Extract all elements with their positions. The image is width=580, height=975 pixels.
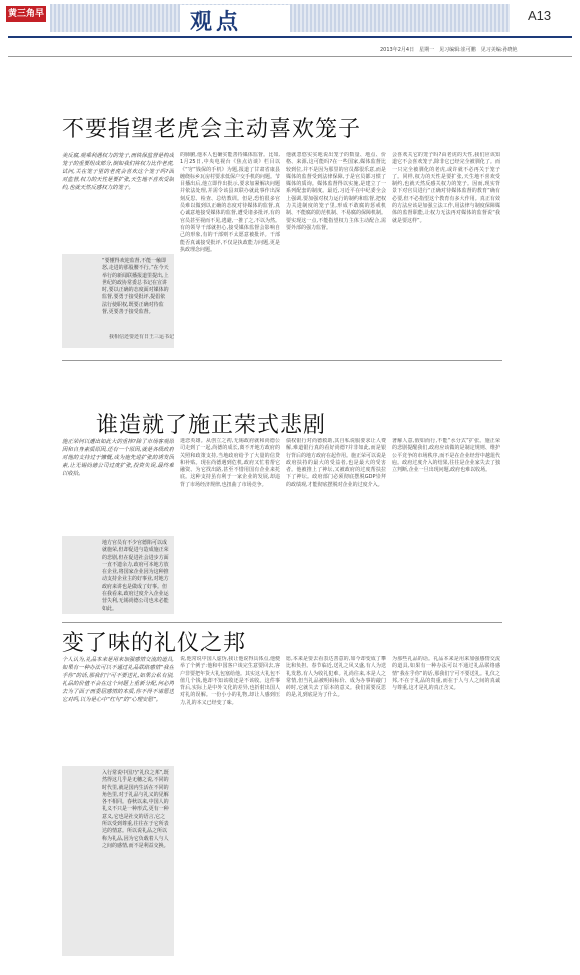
- article-1-col-2: 的肺腑,他本人也确实能善待媒体监督。比如,1月25日,中央电视台《焦点访谈》栏目以《“穷”钱保的手机》为题,报道了甘肃省康县缠绕标乡瓦房村要求低保户交手机的问题。节目播出后,他立即作出批示,要求加紧解决问题并依法处理,并需令该县双联办就此事作出深刻反思、检查、总结教训。但是,恐怕很多官员难以做到以正确的态度对待媒体的监督,真心诚意地接受媒体的监督,遭受诸多批评,有的官员甚至视而不见,逃避,一推了之,不以为然。有的领导干部就担心,接受媒体监督会影响自己的形象,有的干部则不太愿意被批评。干部能否真诚接受批评,不仅是执政能力问题,更是执政理念问题。: [180, 152, 280, 253]
- newspaper-logo: 黄三角早报: [6, 6, 46, 22]
- article-2-col-4: 著解人意,假如而行,不能“水分式”扩张。施正荣的悲剧提醒我们,政府应该做的是制定规则、维护公平竞争的市场秩序,而不是在企业经营中越俎代庖。政府过度介入的结果,往往是企业家失去了独立判断,企业一旦出现问题,政府也难以收场。: [392, 438, 500, 474]
- article-1-col-3: 他就忽悠实实地说出笼子的数量、地点、价格、来源,这可能吗?在一些国家,媒体监督比较到位,并不是因为那里的官员都很乐意,而是媒体的监督受到法律保障,于是官员都习惯了媒体的质询。媒体监督得以实施,是建立了一系列配套的制度。最近,习近平在中纪委全会上强调,要加强对权力运行的制约和监督,把权力关进制度的笼子里,形成不敢腐的惩戒机制、不能腐的防范机制、不易腐的保障机制。要实现这一点,不能指望权力主体主动配合,需要外部的强力监督。: [286, 152, 386, 231]
- article-2-col-3: 债权银行对尚德救助,其自私说服要求让人费解,难道银行真的看好尚德?并非如此,而是银行背后的地方政府在起作用。施正荣可以说是政府扶持的最大的受益者,也是最大的受害者。他被推上了神坛,又被政府的过度帮扶拉下了神坛。政府部门必须彻底摆脱GDP崇拜的政绩观,才能彻底摆脱对企业的过度介入。: [286, 438, 386, 488]
- article-1-title: 不要指望老虎会主动喜欢笼子: [62, 117, 362, 142]
- article-3-intro: 个人认为,礼品本来是用来加强感情交流的道具,如果有一种办法可以不通过礼品联络感情“我在乎你”的话,那我们宁可不要送礼,如果公私有别,礼品的价值不会在这个问题上重新分配,何必再去为了面子而委屈感情的本质,你不得不请愿送它对吗,以为是心中“红句”的“心理安慰”。: [62, 657, 174, 703]
- article-3-quote-text: 入行常说中国乃“礼仪之邦”,既然得这几乎是无穗之说,不同的时代里,就是国内生活在不同的角色里,对于礼品与礼义的见解各不相同。春秋以来,中国人的礼义不只是一种形式,更有一种意义,它也是社交的语言,它之所以受到尊重,往往在于它所表达的情意。所以说礼品之所以称为礼品,因为它负载着人与人之间的感情,而不是利益交换。: [102, 770, 169, 849]
- article-3-col-2: 说,他常说中国人虚伪,我让他说得具体点,他便举了个例子:他和中国客户谈完生意要回去,客户非要把年货大礼包塞给他。其实这大礼包不值几个钱,他却不知该收还是不该收。这件事背后,实际上是中外文化的差异,也折射出国人对礼的误解。一份小小的礼物,却让人感到压力,礼的本义已经变了味。: [180, 656, 280, 706]
- article-1-intro: 美反腐,观乘利遇权力的笼子,而铁保监督是构成笼子的重要组成部分,倒如我们将权力比作老虎,试问,关在笼子里的老虎会喜欢这个笼子吗?面对监督,权力的天性是要扩张,天生地不喜欢受制约,也就天然反感权力的笼子。: [62, 153, 174, 191]
- masthead-rule: [8, 36, 572, 38]
- article-2-col-2: 迷恋英雄。从创立之初,无锡政府就和尚德公司走到了一起,尚德的成长,离不开地方政府的关照和政策支持,当地政府给予了大量的信贷和补贴。现在尚德遇到危机,政府又忙着帮它融资、为它找出路,甚至不惜用国有企业来托底。这种支持虽有利于一家企业的发展,却违背了市场经济规律,也扭曲了市场竞争。: [180, 438, 280, 488]
- section-title: 观点: [180, 5, 290, 33]
- article-2-title: 谁造就了施正荣式悲剧: [96, 413, 327, 438]
- article-1-quote-cite: 我相信还要还有日王三运书记: [108, 334, 174, 340]
- article-2-intro: 施正荣何以遭出如此大的重摔?除了市场客观原因和自身素质原因,还有一个原因,就是各级政府对他的支持过于慷慨,成为施先进扩张的诱发因素,让无锡尚德公司过度扩张,投资失误,最终难以收拾。: [62, 439, 174, 477]
- meta-rule: [8, 56, 572, 57]
- article-2-quote-text: 地方官员有不少官德陷可以成就施荣,但却促进与造成施正荣的悲剧,但在促进社会进步方面一直不遗余力,政府可本地方放在企业,将国家企业因为这种推动支持企业主的好事业,对地方政府来讲也是做成了好事。但在我看来,政府过度介入企业运营失利,无锡尚德公司也未必能如此。: [102, 540, 169, 612]
- article-2-quote: [62, 536, 174, 614]
- issue-meta: 2013年2月4日 星期一 见习编辑:崔可鹏 见习美编:孙晓艳: [380, 47, 518, 53]
- article-2-rule: [62, 622, 502, 623]
- article-3-col-3: 愿,本来是要去看表达善意的,如今却变成了攀比和负担。春节临近,送礼之风又盛,有人为送礼发愁,有人为收礼犯难。礼尚往来,本是人之常情,但当礼品被明码标价、成为办事的敲门砖时,它就失去了原本的意义。我们需要反思的是,礼到底是为了什么。: [286, 656, 386, 699]
- article-1-rule: [62, 360, 502, 361]
- article-1-quote-text: “要懂得欢迎监督,不能一触即怒,走进的那股腰不行。”在今天举行的新闻联播报道里提出,上世纪的政协常委总书记在宣讲时,要以正确的态度面对媒体的监督,要勇于接受批评,提倡依法行使职权,既要正确对待监督,更要善于接受监督。: [102, 258, 169, 316]
- article-1-col-4: 会喜欢关它的笼子吗?由老虎的天性,我们应该知道它不会喜欢笼子,除非它已经完全被驯化了。而一只完全被驯化的老虎,或许就不必再关于笼子了。同样,权力的天性是要扩张,天生地不喜欢受制约,也就天然反感关权力的笼子。因而,现实背景下对官员进行“正确对待媒体监督的教育”确有必要,但不必指望这个教育有多大作用。真正有效的方法应该是加强立法工作,用法律与制度保障媒体的监督职能,让权力无法再对媒体的监督说“我就是要这样”。: [392, 152, 500, 224]
- article-3-quote: [62, 766, 174, 956]
- article-3-title: 变了味的礼仪之邦: [62, 631, 247, 656]
- article-3-col-4: 为那些礼品的话。礼品本来是用来加强感情交流的道具,如果有一种办法可以不通过礼品联络感情“我在乎你”的话,那我们宁可不要送礼。礼仪之邦,不在于礼品的贵重,而在于人与人之间的真诚与尊重,这才是礼的真正含义。: [392, 656, 500, 692]
- page-number: A13: [528, 8, 552, 23]
